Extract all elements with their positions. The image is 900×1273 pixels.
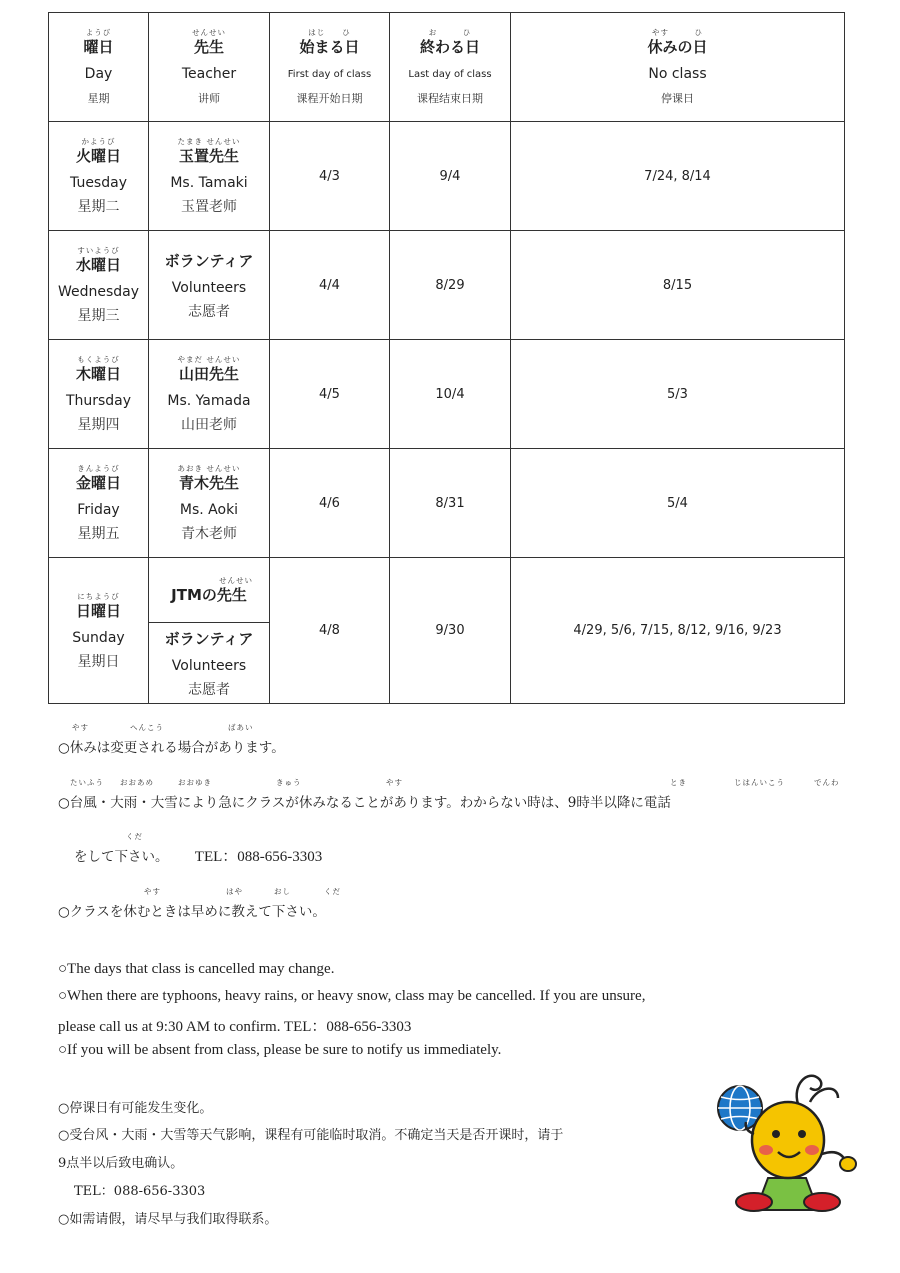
end-date: 9/30 — [390, 558, 511, 704]
teacher-cell: やまだ せんせい 山田先生 Ms. Yamada 山田老师 — [149, 340, 270, 449]
end-date: 8/29 — [390, 231, 511, 340]
table-row — [49, 340, 845, 449]
start-date: 4/5 — [270, 340, 390, 449]
note-zh-2: ○受台风・大雨・大雪等天气影响，课程有可能临时取消。不确定当天是否开课时，请于 — [58, 1128, 564, 1143]
teacher-cell-jtm: せんせい JTMの先生 — [149, 558, 270, 623]
table-row — [49, 558, 845, 623]
note-en-4: ○If you will be absent from class, please be sure to notify us immediately. — [58, 1042, 502, 1058]
mascot-curl-icon — [797, 1076, 838, 1104]
header-row — [49, 13, 845, 122]
no-class-dates: 5/4 — [511, 449, 845, 558]
note-ja-2b: くだ をして下さい。 TEL：088-656-3303 — [74, 832, 323, 865]
header-teacher: せんせい 先生 Teacher 讲师 — [149, 13, 270, 122]
day-cell: もくようび 木曜日 Thursday 星期四 — [49, 340, 149, 449]
table-row — [49, 231, 845, 340]
mascot-face — [752, 1102, 824, 1178]
mascot-illustration — [710, 1064, 870, 1214]
teacher-cell-volunteers: ボランティア Volunteers 志愿者 — [149, 623, 270, 704]
header-noclass: やす ひ 休みの日 No class 停课日 — [511, 13, 845, 122]
header-end: お ひ 終わる日 Last day of class 课程结束日期 — [390, 13, 511, 122]
note-en-2: ○When there are typhoons, heavy rains, or heavy snow, class may be cancelled. If you are unsure, — [58, 988, 646, 1004]
mascot-shoe-right — [804, 1193, 840, 1211]
note-ja-1: やす へんこう ばあい ○休みは変更される場合があります。 — [58, 723, 285, 756]
start-date: 4/4 — [270, 231, 390, 340]
note-zh-3: 9点半以后致电确认。 — [58, 1156, 184, 1171]
day-cell: すいようび 水曜日 Wednesday 星期三 — [49, 231, 149, 340]
header-start: はじ ひ 始まる日 First day of class 课程开始日期 — [270, 13, 390, 122]
day-cell: きんようび 金曜日 Friday 星期五 — [49, 449, 149, 558]
header-day: ようび 曜日 Day 星期 — [49, 13, 149, 122]
no-class-dates: 7/24, 8/14 — [511, 122, 845, 231]
start-date: 4/8 — [270, 558, 390, 704]
no-class-dates: 8/15 — [511, 231, 845, 340]
mascot-shoe-left — [736, 1193, 772, 1211]
teacher-cell: ボランティア Volunteers 志愿者 — [149, 231, 270, 340]
note-zh-4: ○如需请假，请尽早与我们取得联系。 — [58, 1212, 278, 1227]
end-date: 9/4 — [390, 122, 511, 231]
telephone-number: TEL：088-656-3303 — [194, 849, 323, 865]
note-en-3: please call us at 9:30 AM to confirm. TEL：088-656-3303 — [58, 1019, 412, 1035]
start-date: 4/3 — [270, 122, 390, 231]
teacher-cell: あおき せんせい 青木先生 Ms. Aoki 青木老师 — [149, 449, 270, 558]
no-class-dates: 5/3 — [511, 340, 845, 449]
day-cell: かようび 火曜日 Tuesday 星期二 — [49, 122, 149, 231]
no-class-dates: 4/29, 5/6, 7/15, 8/12, 9/16, 9/23 — [511, 558, 845, 704]
day-cell: にちようび 日曜日 Sunday 星期日 — [49, 558, 149, 704]
note-zh-1: ○停课日有可能发生变化。 — [58, 1101, 213, 1116]
table-row — [49, 122, 845, 231]
table-row — [49, 449, 845, 558]
note-ja-2: たいふう おおあめ おおゆき きゅう やす とき じはんいこう でんわ ○台風・大雨・大雪により急にクラスが休みなることがあります。わからない時は、9時半以降に電話 — [58, 778, 840, 811]
note-en-1: ○The days that class is cancelled may change. — [58, 961, 335, 977]
note-ja-3: やす はや おし くだ ○クラスを休むときは早めに教えて下さい。 — [58, 887, 341, 920]
end-date: 10/4 — [390, 340, 511, 449]
start-date: 4/6 — [270, 449, 390, 558]
end-date: 8/31 — [390, 449, 511, 558]
schedule-table — [48, 12, 845, 704]
note-zh-tel: TEL：088-656-3303 — [74, 1184, 206, 1199]
teacher-cell: たまき せんせい 玉置先生 Ms. Tamaki 玉置老师 — [149, 122, 270, 231]
